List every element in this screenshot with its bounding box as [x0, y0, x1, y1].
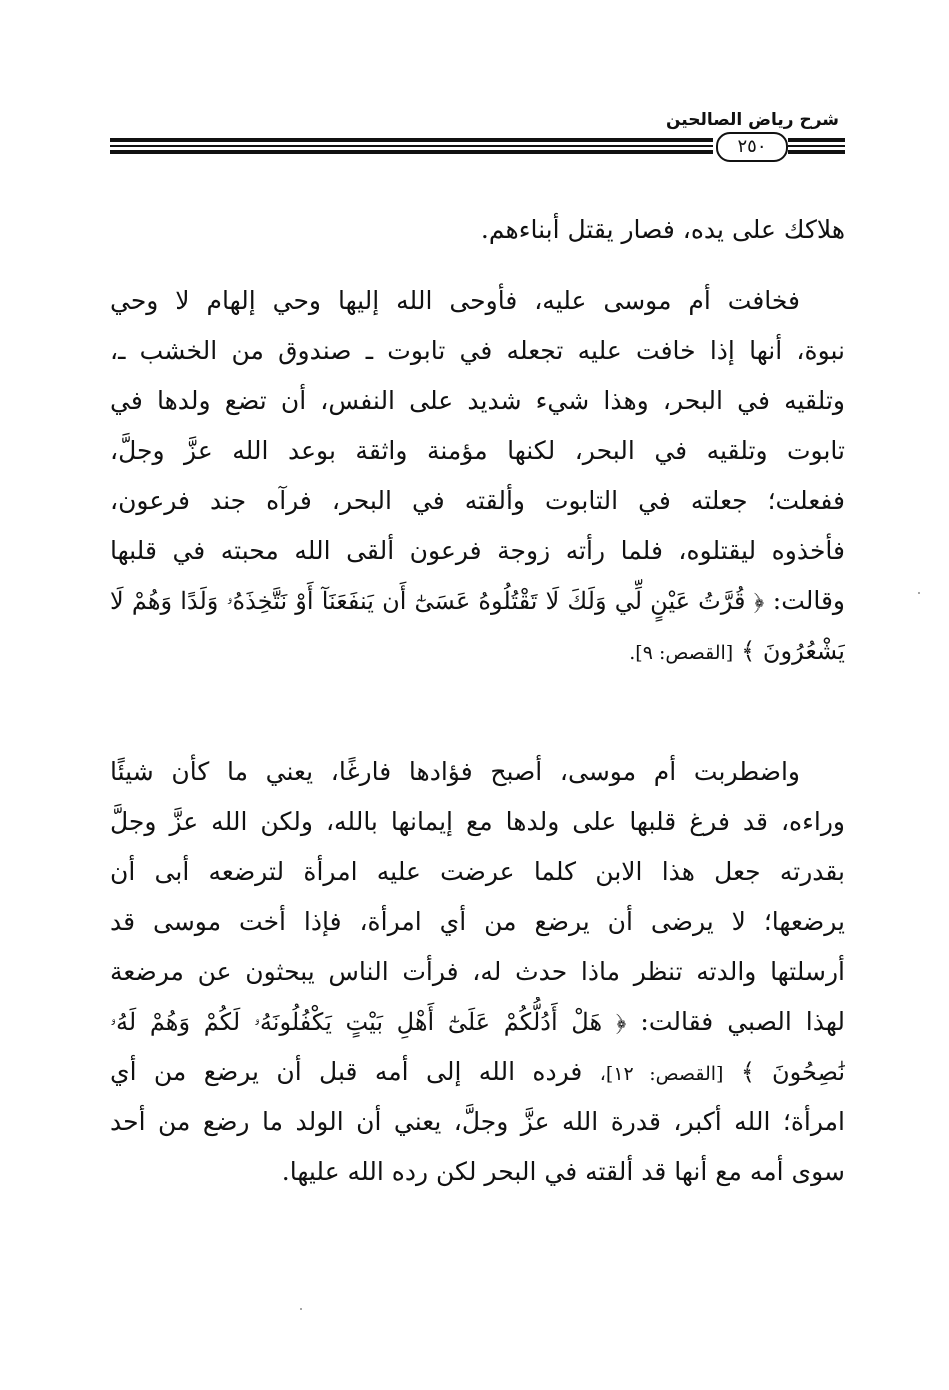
text-line: فخافت أم موسى عليه، فأوحى الله إليها وحي إلهام لا وحي	[110, 286, 800, 315]
quran-verse: نَٰصِحُونَ ﴾	[740, 1058, 845, 1086]
scan-speck	[300, 1308, 302, 1310]
running-title: شرح رياض الصالحين	[665, 110, 839, 130]
verse-reference: [القصص: ٩].	[629, 642, 734, 664]
quran-verse: يَشْعُرُونَ ﴾	[741, 637, 845, 665]
text-line: فأخذوه ليقتلوه، فلما رأته زوجة فرعون ألقى الله محبته في قلبها	[110, 536, 845, 565]
text-line-with-verse	[110, 997, 845, 1047]
text-line: امرأة؛ الله أكبر، قدرة الله عزَّ وجلَّ، يعني أن الولد ما رضع من أحد	[110, 1107, 845, 1136]
text-line: يرضعها؛ لا يرضى أن يرضع من أي امرأة، فإذا أخت موسى قد	[110, 907, 845, 936]
page-number: ٢٥٠	[716, 132, 788, 162]
text-line-with-verse	[110, 1047, 845, 1097]
paragraph-2	[110, 276, 845, 676]
inline-text: فرده الله إلى أمه قبل أن يرضع من أي	[110, 1057, 583, 1086]
text-line: وتلقيه في البحر، وهذا شيء شديد على النفس، أن تضع ولدها في	[110, 386, 845, 415]
text-line-with-verse	[110, 576, 845, 626]
scan-speck	[918, 592, 920, 594]
text-line: سوى أمه مع أنها قد ألقته في البحر لكن رده الله عليها.	[281, 1157, 845, 1186]
text-line: تابوت وتلقيه في البحر، لكنها مؤمنة واثقة بوعد الله عزَّ وجلَّ،	[110, 436, 845, 465]
verse-reference: [القصص: ١٢]،	[599, 1063, 724, 1085]
inline-text: لهذا الصبي فقالت:	[640, 1007, 845, 1036]
text-line: واضطربت أم موسى، أصبح فؤادها فارغًا، يعني ما كأن شيئًا	[110, 757, 800, 786]
text-line: ففعلت؛ جعلته في التابوت وألقته في البحر، فرآه جند فرعون،	[110, 486, 845, 515]
text-line: أرسلتها والدته تنظر ماذا حدث له، فرأت الناس يبحثون عن مرضعة	[110, 957, 845, 986]
text-line: بقدرته جعل هذا الابن كلما عرضت عليه امرأة لترضعه أبى أن	[110, 857, 845, 886]
text-line: نبوة، أنها إذا خافت عليه تجعله في تابوت ـ صندوق من الخشب ـ،	[110, 336, 845, 365]
paragraph-1	[110, 205, 845, 255]
quran-verse: ﴿ هَلْ أَدُلُّكُمْ عَلَىٰٓ أَهْلِ بَيْتٍ يَكْفُلُونَهُۥ لَكُمْ وَهُمْ لَهُۥ	[110, 1008, 627, 1036]
text-line-with-verse	[110, 626, 845, 676]
text-line: هلاكك على يده، فصار يقتل أبناءهم.	[480, 215, 845, 244]
inline-text: وقالت:	[772, 586, 845, 615]
paragraph-3	[110, 747, 845, 1197]
text-line: وراءه، قد فرغ قلبها على ولدها مع إيمانها بالله، ولكن الله عزَّ وجلَّ	[110, 807, 845, 836]
quran-verse: ﴿ قُرَّتُ عَيْنٍ لِّي وَلَكَ لَا تَقْتُلُوهُ عَسَىٰٓ أَن يَنفَعَنَآ أَوْ نَتَّخِذَهُۥ وَلَدًا وَهُمْ لَا	[110, 587, 765, 615]
